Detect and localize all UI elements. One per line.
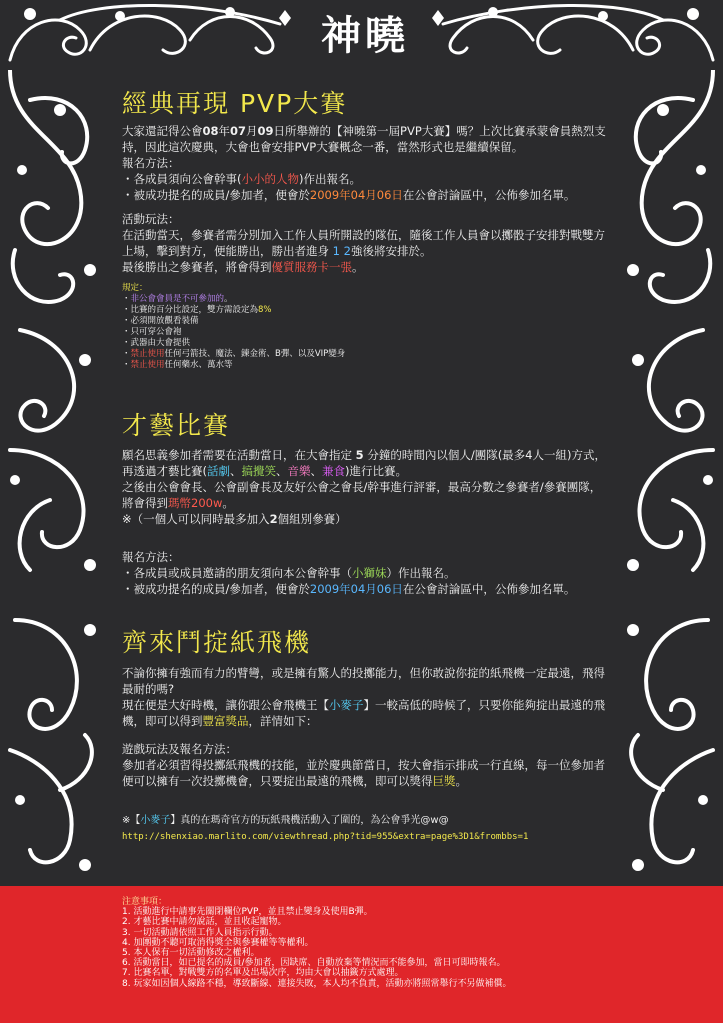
text-run: 、 (230, 464, 242, 478)
plane-url-link[interactable]: http://shenxiao.marlito.com/viewthread.php?tid=955&extra=page%3D1&frombbs=1 (122, 832, 529, 842)
section-talent-signup (122, 549, 612, 597)
text-run: 、 (276, 464, 288, 478)
section-plane-credit (122, 813, 612, 845)
text-run: )進行比賽。 (345, 464, 407, 478)
notes-item: 3. 一切活動請依照工作人員指示行動。 (122, 927, 278, 938)
text-run: ・各成員須向公會幹事( (122, 172, 242, 186)
text-run: 。 (455, 774, 467, 788)
highlight-text: 2009年04月06日 (309, 188, 403, 202)
pvp-how-1 (122, 227, 612, 259)
notes-item: 4. 加團動不聽可取消得獎全與參賽權等等權利。 (122, 937, 314, 948)
talent-signup-2 (122, 581, 612, 597)
left-swirl-middle-ornament (0, 320, 110, 580)
text-run: 強後將安排於。 (350, 244, 432, 258)
section-plane-body (122, 665, 612, 729)
left-swirl-top-ornament (0, 70, 110, 320)
pvp-rules-label: 規定： (122, 283, 148, 293)
section-title-pvp: 經典再現 PVP大賽 (122, 89, 348, 118)
text-run: 在公會討論區中，公佈參加名單。 (402, 188, 576, 202)
highlight-text: 兼食 (322, 464, 345, 478)
highlight-text: 話劇 (207, 464, 230, 478)
highlight-text: 禁止使用 (130, 360, 165, 370)
highlight-text: 小麥子 (140, 815, 171, 826)
highlight-text: 小獅妹 (352, 566, 387, 580)
text-run: ・各成員或成員邀請的朋友須向本公會幹事（ (122, 566, 352, 580)
highlight-text: 8% (258, 305, 272, 315)
notes-item: 5. 本人保有一切活動修改之權利。 (122, 948, 260, 959)
text-run: 願名思義參加者需要在活動當日，在大會指定 (122, 448, 356, 462)
text-run: ・武器由大會提供 (122, 338, 191, 348)
text-run: 2 (269, 512, 278, 526)
talent-signup-heading: 報名方法： (122, 550, 180, 564)
rule-item (122, 316, 612, 327)
text-run: 日所舉辦的【神曉第一屆PVP大賽】嗎？上次比賽承蒙會員熱烈支持，因此這次慶典，大會也會安排PVP大賽概念一番，當然形式也是繼續保留。 (122, 124, 606, 154)
text-run: ・被成功提名的成員/參加者，便會於 (122, 582, 310, 596)
text-run: ，詳情如下： (248, 714, 318, 728)
notes-item: 8. 玩家如因個人線路不穩，導致斷線、連接失敗，本人均不負責，活動亦將照常舉行不另做補償。 (122, 978, 512, 989)
rule-item (122, 338, 612, 349)
text-run: 】真的在瑪奇官方的玩紙飛機活動入了圍的，為公會爭光@w@ (170, 815, 449, 826)
text-run: ・必須開放觀看裝備 (122, 316, 199, 326)
highlight-text: 2009年04月06日 (309, 582, 403, 596)
pvp-signup-heading: 報名方法： (122, 156, 180, 170)
text-run: 07 (230, 124, 247, 138)
highlight-text: 小小的人物 (241, 172, 299, 186)
plane-rules-heading: 遊戲玩法及報名方法： (122, 742, 237, 756)
notes-item: 6. 活動當日，如已提名的成員/參加者，因缺席、自動放棄等情況而不能參加，當日可即時報名。 (122, 958, 506, 969)
page-title: 神曉 (321, 12, 409, 59)
rule-item (122, 294, 612, 305)
text-run: 月 (246, 124, 258, 138)
notes-item: 7. 比賽名單，對戰雙方的名單及出場次序，均由大會以抽籤方式處理。 (122, 968, 404, 979)
text-run: 在活動當天，參賽者需分別加入工作人員所開設的隊伍，隨後工作人員會以擲骰子安排對戰雙方上場，擊到對方，便能勝出，勝出者進身 (122, 228, 605, 258)
text-run: 。 (352, 260, 364, 274)
text-run: ・ (122, 349, 131, 359)
section-title-paper-plane: 齊來鬥掟紙飛機 (122, 628, 312, 657)
plane-desc-2 (122, 697, 612, 729)
text-run: )作出報名。 (299, 172, 361, 186)
highlight-text: 瑪幣200w (168, 496, 223, 510)
text-run: 現在便是大好時機，讓你跟公會飛機王【 (122, 698, 329, 712)
pvp-signup-1 (122, 171, 612, 187)
text-run: ・比賽的百分比設定，雙方需設定為 (122, 305, 259, 315)
text-run: 】一較高低的時候了，只要你能夠掟出最遠的飛機，即可以得到 (122, 698, 605, 728)
rule-item (122, 360, 612, 371)
notes-item: 1. 活動進行中請事先關閉欄位PVP，並且禁止變身及使用B彈。 (122, 907, 373, 918)
pvp-how-heading: 活動玩法： (122, 212, 180, 226)
text-run: 年 (218, 124, 231, 138)
notes-content (122, 897, 682, 989)
pvp-rules-list (122, 294, 612, 371)
text-run: 在公會討論區中，公佈參加名單。 (402, 582, 576, 596)
right-swirl-top-ornament (613, 70, 723, 320)
section-pvp-howto (122, 211, 612, 275)
text-run: 5 (355, 448, 364, 462)
talent-note (122, 511, 612, 527)
text-run: ・ (122, 294, 131, 304)
text-run: 不論你擁有強而有力的臂彎，或是擁有驚人的投擲能力，但你敢說你掟的紙飛機一定最遠，飛得最耐的嗎? (122, 666, 605, 696)
text-run: 。 (224, 294, 233, 304)
highlight-text: 禁止使用 (130, 349, 165, 359)
talent-desc-2 (122, 479, 612, 511)
text-run: 、 (310, 464, 322, 478)
highlight-text: 優質服務卡一張 (271, 260, 352, 274)
pvp-how-2 (122, 259, 612, 275)
talent-desc-1 (122, 447, 612, 479)
notes-title: 注意事項： (122, 897, 168, 907)
highlight-text: 豐富獎品 (202, 714, 249, 728)
text-run: ※【 (122, 815, 141, 826)
text-run: ・ (122, 360, 131, 370)
text-run: 之後由公會會長、公會副會長及友好公會之會長/幹事進行評審，最高分數之參賽者/參賽團隊，將會得到 (122, 480, 602, 510)
text-run: 任何弓箭技、魔法、鍊金術、B彈、以及VIP變身 (164, 349, 346, 359)
text-run: 大家還記得公會 (122, 124, 203, 138)
pvp-intro (122, 123, 612, 155)
highlight-text: 搞攪笑 (241, 464, 276, 478)
plane-rules-1 (122, 757, 612, 789)
section-title-talent: 才藝比賽 (122, 411, 231, 440)
highlight-text: 音樂 (287, 464, 311, 478)
talent-signup-1 (122, 565, 612, 581)
text-run: ）作出報名。 (386, 566, 456, 580)
text-run: 分鐘的時間內以個人/團隊(最多4人一組)方式，再透過才藝比賽( (122, 448, 606, 478)
plane-desc-1 (122, 665, 612, 697)
text-run: 08 (202, 124, 219, 138)
rule-item (122, 349, 612, 360)
text-run: 。 (222, 496, 234, 510)
text-run: 參加者必須習得投擲紙飛機的技能，並於慶典節當日，按大會指示排成一行直線，每一位參加者便可以擁有一次投擲機會，只要掟出最遠的飛機，即可以獎得 (122, 758, 605, 788)
right-swirl-middle-ornament (613, 320, 723, 580)
text-run: 任何藥水、萬水等 (164, 360, 233, 370)
text-run: ・被成功提名的成員/參加者，便會於 (122, 188, 310, 202)
pvp-rules (122, 283, 612, 371)
right-swirl-bottom-ornament (613, 600, 723, 880)
section-plane-rules (122, 741, 612, 789)
text-run: ※（一個人可以同時最多加入 (122, 512, 270, 526)
text-run: 個組別參賽） (277, 512, 347, 526)
section-pvp-body (122, 123, 612, 203)
notes-footer (0, 886, 723, 1023)
header-banner (0, 0, 723, 72)
plane-credit (122, 813, 612, 829)
section-talent-body (122, 447, 612, 527)
highlight-text: 非公會會員是不可參加的 (130, 294, 225, 304)
highlight-text: 小麥子 (329, 698, 364, 712)
pvp-signup-2 (122, 187, 612, 203)
left-swirl-bottom-ornament (0, 600, 110, 880)
rule-item (122, 305, 612, 316)
text-run: 09 (257, 124, 274, 138)
highlight-text: 巨獎 (432, 774, 456, 788)
highlight-text: 1 2 (332, 244, 351, 258)
notes-item: 2. 才藝比賽中請勿說話，並且收起寵物。 (122, 917, 287, 928)
text-run: ・只可穿公會袍 (122, 327, 182, 337)
text-run: 最後勝出之參賽者，將會得到 (122, 260, 272, 274)
rule-item (122, 327, 612, 338)
